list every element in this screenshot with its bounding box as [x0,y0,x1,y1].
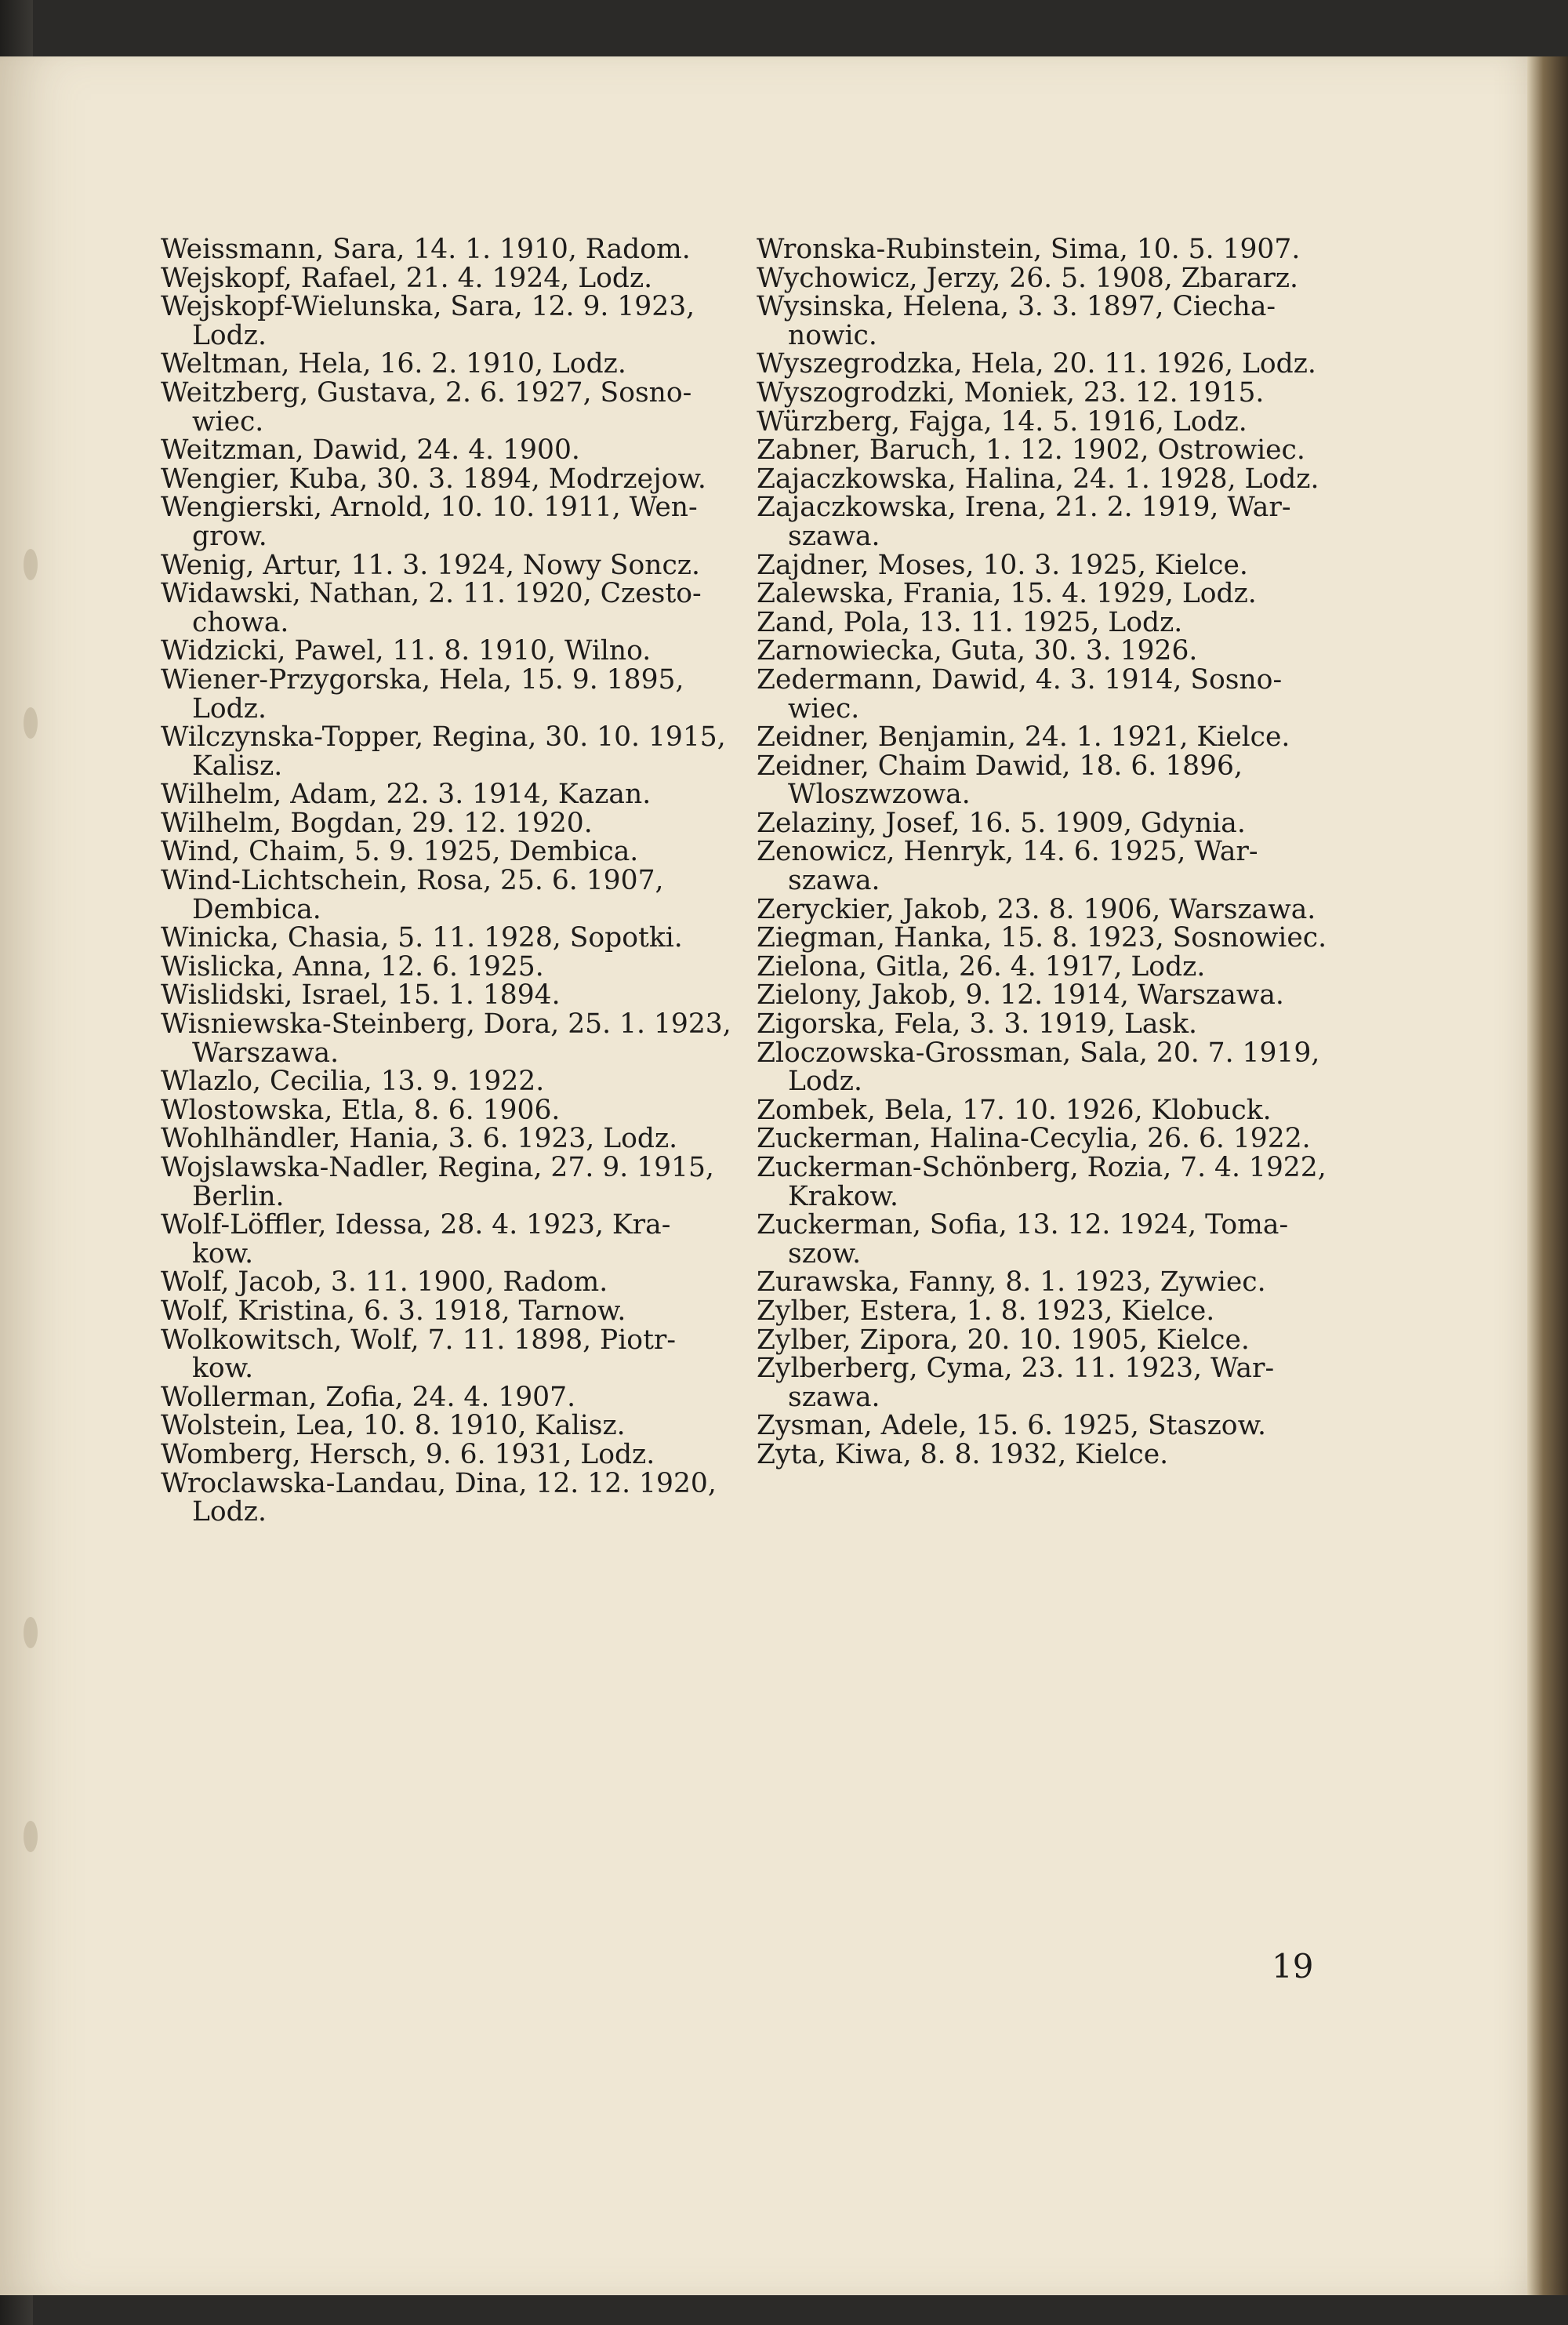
entry-text: Wind, Chaim, 5. 9. 1925, Dembica. [161,836,639,868]
entry-continuation: wiec. [192,405,264,438]
list-entry [161,235,725,264]
list-entry [757,752,1321,809]
entry-text: Zelaziny, Josef, 16. 5. 1909, Gdynia. [757,807,1246,839]
entry-text: Widawski, Nathan, 2. 11. 1920, Czesto- [161,578,702,610]
list-entry [757,1326,1321,1355]
entry-text: Weitzman, Dawid, 24. 4. 1900. [161,434,580,467]
binding-hole [24,707,38,739]
list-entry [757,950,1321,983]
list-entry [161,866,725,924]
list-entry [757,235,1321,264]
list-entry [161,292,725,350]
binding-hole [24,1617,38,1648]
entry-text: Wilczynska-Topper, Regina, 30. 10. 1915, [161,721,726,754]
entry-continuation: wiec. [788,692,860,725]
entry-text: Zajaczkowska, Halina, 24. 1. 1928, Lodz. [757,463,1319,495]
entry-text: Zielona, Gitla, 26. 4. 1917, Lodz. [757,950,1206,983]
list-entry [161,1153,725,1211]
list-entry [757,608,1321,638]
list-entry [161,723,725,780]
list-entry [757,579,1321,608]
entry-text: Wysinska, Helena, 3. 3. 1897, Ciecha- [757,291,1276,323]
list-entry [161,950,725,983]
entry-text: Zielony, Jakob, 9. 12. 1914, Warszawa. [757,979,1284,1012]
entry-text: Wiener-Przygorska, Hela, 15. 9. 1895, [161,663,684,696]
list-entry [161,350,725,379]
list-entry [757,1010,1321,1039]
entry-continuation: chowa. [192,606,289,638]
list-entry [161,1096,725,1125]
entry-text: Wolstein, Lea, 10. 8. 1910, Kalisz. [161,1410,626,1442]
list-entry [161,264,725,293]
entry-text: Wolf, Jacob, 3. 11. 1900, Radom. [161,1266,608,1299]
entry-continuation: grow. [192,520,267,552]
list-entry [757,1124,1321,1153]
entry-text: Winicka, Chasia, 5. 11. 1928, Sopotki. [161,922,683,954]
list-entry [161,837,725,866]
list-entry [757,405,1321,438]
list-entry [161,1411,725,1440]
entry-text: Zigorska, Fela, 3. 3. 1919, Lask. [757,1008,1198,1041]
list-entry [757,981,1321,1010]
entry-text: Wohlhändler, Hania, 3. 6. 1923, Lodz. [161,1123,678,1155]
entry-text: Zedermann, Dawid, 4. 3. 1914, Sosno- [757,663,1283,696]
list-entry [757,350,1321,379]
entry-text: Zalewska, Frania, 15. 4. 1929, Lodz. [757,578,1257,610]
entry-text: Zylber, Estera, 1. 8. 1923, Kielce. [757,1295,1215,1327]
page-edge [1527,56,1568,2295]
entry-text: Zand, Pola, 13. 11. 1925, Lodz. [757,606,1183,638]
entry-text: Wyszogrodzki, Moniek, 23. 12. 1915. [757,376,1265,409]
binding-hole [24,1821,38,1852]
entry-text: Zabner, Baruch, 1. 12. 1902, Ostrowiec. [757,434,1305,467]
binding-hole [24,549,38,580]
right-column [757,234,1327,1470]
list-entry [757,1268,1321,1297]
entry-text: Wolkowitsch, Wolf, 7. 11. 1898, Piotr- [161,1324,677,1356]
list-entry [161,551,725,580]
list-entry [161,493,725,550]
entry-continuation: Wloszwzowa. [788,779,971,811]
list-entry [161,1326,725,1383]
entry-text: Wengier, Kuba, 30. 3. 1894, Modrzejow. [161,463,706,495]
list-entry [161,1268,725,1297]
entry-text: Zuckerman-Schönberg, Rozia, 7. 4. 1922, [757,1152,1327,1183]
list-entry [161,780,725,809]
left-column [161,234,731,1528]
list-entry [161,1211,725,1268]
list-entry [161,1124,725,1153]
entry-text: Wlazlo, Cecilia, 13. 9. 1922. [161,1066,545,1098]
entry-text: Wengierski, Arnold, 10. 10. 1911, Wen- [161,492,698,524]
entry-text: Zombek, Bela, 17. 10. 1926, Klobuck. [757,1094,1272,1126]
entry-text: Wenig, Artur, 11. 3. 1924, Nowy Soncz. [161,549,700,581]
list-entry [757,1411,1321,1440]
entry-text: Weltman, Hela, 16. 2. 1910, Lodz. [161,348,626,380]
entry-text: Wejskopf-Wielunska, Sara, 12. 9. 1923, [161,291,695,323]
list-entry [161,1067,725,1096]
entry-continuation: szawa. [788,1381,880,1413]
page-number: 19 [1272,1947,1314,1985]
list-entry [757,1354,1321,1411]
list-entry [757,637,1321,666]
list-entry [757,493,1321,550]
list-entry [757,376,1321,409]
entry-text: Widzicki, Pawel, 11. 8. 1910, Wilno. [161,635,652,667]
entry-text: Zuckerman, Halina-Cecylia, 26. 6. 1922. [757,1123,1311,1155]
list-entry [161,1008,731,1069]
entry-continuation: kow. [192,1237,254,1270]
entry-text: Wislidski, Israel, 15. 1. 1894. [161,979,561,1012]
entry-text: Wychowicz, Jerzy, 26. 5. 1908, Zbararz. [757,262,1299,294]
list-entry [757,1440,1321,1469]
list-entry [161,1383,725,1412]
list-entry [757,264,1321,293]
list-entry [757,551,1321,580]
entry-text: Wilhelm, Bogdan, 29. 12. 1920. [161,807,593,839]
list-entry [757,723,1321,752]
list-entry [757,837,1321,895]
entry-text: Wronska-Rubinstein, Sima, 10. 5. 1907. [757,234,1301,265]
entry-text: Wojslawska-Nadler, Regina, 27. 9. 1915, [161,1152,714,1183]
list-entry [161,1297,725,1326]
entry-continuation: nowic. [788,319,877,351]
entry-text: Zysman, Adele, 15. 6. 1925, Staszow. [757,1410,1266,1442]
list-entry [757,292,1321,350]
entry-text: Wilhelm, Adam, 22. 3. 1914, Kazan. [161,779,652,811]
entry-text: Zeidner, Benjamin, 24. 1. 1921, Kielce. [757,721,1290,754]
entry-continuation: Lodz. [192,692,267,725]
entry-text: Wlostowska, Etla, 8. 6. 1906. [161,1094,561,1126]
list-entry [161,376,725,438]
list-entry [161,436,725,465]
list-entry [161,663,725,725]
list-entry [757,436,1321,465]
list-entry [757,922,1327,954]
entry-continuation: Lodz. [192,319,267,351]
entry-text: Zyta, Kiwa, 8. 8. 1932, Kielce. [757,1438,1169,1470]
entry-text: Wisniewska-Steinberg, Dora, 25. 1. 1923, [161,1008,731,1041]
entry-continuation: kow. [192,1353,254,1385]
list-entry [757,465,1321,494]
entry-continuation: Warszawa. [192,1037,339,1069]
entry-text: Wejskopf, Rafael, 21. 4. 1924, Lodz. [161,262,653,294]
entry-continuation: Lodz. [788,1066,862,1098]
entry-text: Zurawska, Fanny, 8. 1. 1923, Zywiec. [757,1266,1266,1299]
entry-text: Wollerman, Zofia, 24. 4. 1907. [161,1381,576,1413]
entry-text: Wind-Lichtschein, Rosa, 25. 6. 1907, [161,865,664,897]
entry-continuation: Lodz. [192,1496,267,1528]
entry-text: Würzberg, Fajga, 14. 5. 1916, Lodz. [757,405,1247,438]
list-entry [757,663,1321,725]
entry-text: Zylberberg, Cyma, 23. 11. 1923, War- [757,1353,1275,1385]
entry-text: Zajdner, Moses, 10. 3. 1925, Kielce. [757,549,1248,581]
list-entry [757,809,1321,838]
list-entry [161,579,725,637]
list-entry [757,1039,1321,1096]
list-entry [757,1211,1321,1268]
entry-text: Weissmann, Sara, 14. 1. 1910, Radom. [161,234,691,265]
entry-text: Zylber, Zipora, 20. 10. 1905, Kielce. [757,1324,1250,1356]
entry-text: Zuckerman, Sofia, 13. 12. 1924, Toma- [757,1209,1289,1241]
list-entry [161,924,725,953]
entry-text: Wroclawska-Landau, Dina, 12. 12. 1920, [161,1467,717,1499]
list-entry [757,895,1321,925]
entry-continuation: Krakow. [788,1180,898,1212]
entry-text: Wolf-Löffler, Idessa, 28. 4. 1923, Kra- [161,1209,671,1241]
entry-text: Zajaczkowska, Irena, 21. 2. 1919, War- [757,492,1291,524]
entry-text: Wolf, Kristina, 6. 3. 1918, Tarnow. [161,1295,626,1327]
entry-continuation: szow. [788,1237,862,1270]
list-entry [757,1096,1321,1125]
entry-text: Womberg, Hersch, 9. 6. 1931, Lodz. [161,1438,655,1470]
entry-text: Wyszegrodzka, Hela, 20. 11. 1926, Lodz. [757,348,1316,380]
entry-text: Zeidner, Chaim Dawid, 18. 6. 1896, [757,750,1243,782]
list-entry [161,981,725,1010]
entry-text: Zenowicz, Henryk, 14. 6. 1925, War- [757,836,1258,868]
list-entry [757,1152,1327,1212]
entry-continuation: Kalisz. [192,750,283,782]
entry-continuation: szawa. [788,520,880,552]
entry-continuation: Dembica. [192,893,321,925]
entry-text: Wislicka, Anna, 12. 6. 1925. [161,950,544,983]
entry-text: Weitzberg, Gustava, 2. 6. 1927, Sosno- [161,376,692,409]
entry-continuation: szawa. [788,865,880,897]
list-entry [161,637,725,666]
entry-text: Zeryckier, Jakob, 23. 8. 1906, Warszawa. [757,893,1316,925]
list-entry [161,809,725,838]
list-entry [757,1297,1321,1326]
list-entry [161,1440,725,1469]
entry-text: Zloczowska-Grossman, Sala, 20. 7. 1919, [757,1037,1320,1069]
entry-text: Zarnowiecka, Guta, 30. 3. 1926. [757,635,1198,667]
list-entry [161,465,725,494]
entry-continuation: Berlin. [192,1180,285,1212]
entry-text: Ziegman, Hanka, 15. 8. 1923, Sosnowiec. [757,922,1327,954]
list-entry [161,1469,725,1527]
